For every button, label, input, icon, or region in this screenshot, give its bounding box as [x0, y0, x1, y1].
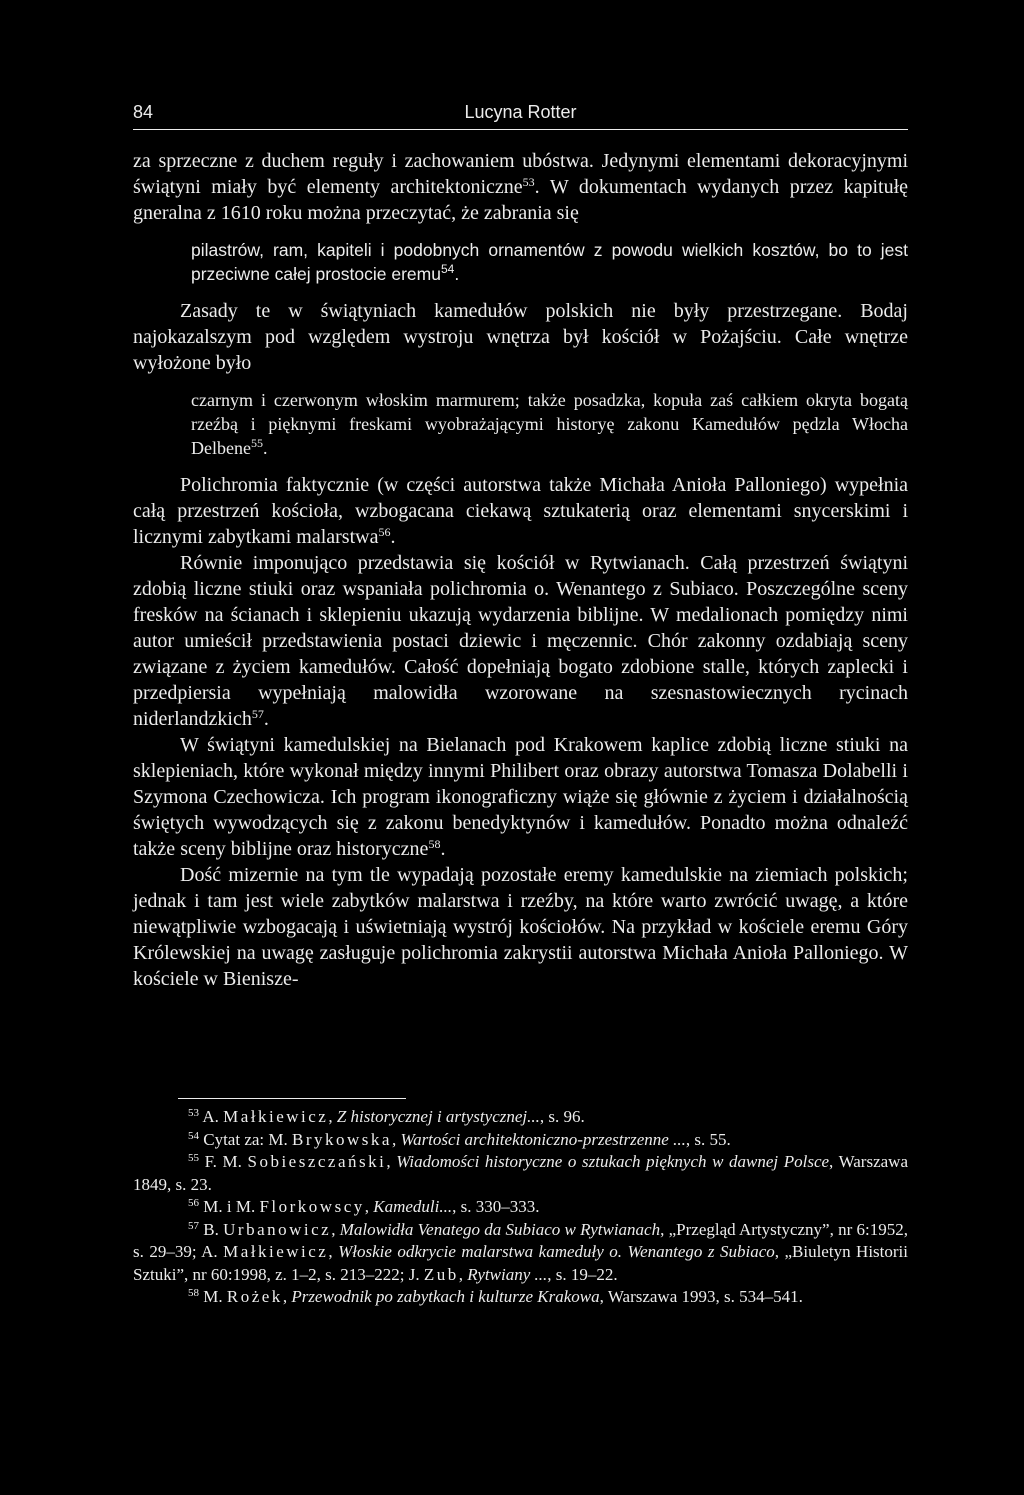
- header-rule: [133, 129, 908, 130]
- footnote-55: $^{55}$ F. M. Sobieszczański, Wiadomości historyczne o sztukach pięknych w dawnej Polsce, Warszawa 1849, s. 23.: [133, 1152, 908, 1194]
- block-quote-1: pilastrów, ram, kapiteli i podobnych ornamentów z powodu wielkich kosztów, bo to jest przeciwne całej prostocie eremu$^{54}$.: [191, 240, 908, 284]
- paragraph-6: Dość mizernie na tym tle wypadają pozostałe eremy kamedulskie na ziemiach polskich; jednak i tam jest wiele zabytków malarstwa i rzeźby, na które warto zwrócić uwagę, a które niewątpliwie wzbogacają i uświetniają wystrój kościołów. Na przykład w kościele eremu Góry Królewskiej na uwagę zasługuje polichromia zakrystii autorstwa Michała Anioła Palloniego. W kościele w Bienisze-: [133, 864, 908, 990]
- footnote-ref-53[interactable]: 53: [522, 175, 535, 189]
- footnote-56: $^{56}$ M. i M. Florkowscy, Kameduli..., s. 330–333.: [188, 1197, 540, 1216]
- footnote-ref-58[interactable]: 58: [428, 837, 441, 851]
- footnote-ref-56[interactable]: 56: [378, 525, 391, 539]
- running-head: Lucyna Rotter: [464, 102, 577, 122]
- footnote-58: $^{58}$ M. Rożek, Przewodnik po zabytkach i kulturze Krakowa, Warszawa 1993, s. 534–541.: [188, 1287, 803, 1306]
- paragraph-3: Polichromia faktycznie (w części autorstwa także Michała Anioła Palloniego) wypełnia całą przestrzeń kościoła, wzbogacana ciekawą sztukaterią oraz elementami snycerskimi i licznymi zabytkami malarstwa$^{56}$.: [133, 474, 908, 548]
- page-number: 84: [133, 102, 154, 122]
- main-text: [133, 148, 908, 992]
- footnote-53: $^{53}$ A. Małkiewicz, Z historycznej i artystycznej..., s. 96.: [188, 1107, 585, 1126]
- footnote-ref-55[interactable]: 55: [250, 436, 263, 450]
- footnote-ref-54[interactable]: 54: [440, 262, 455, 276]
- paragraph-1: za sprzeczne z duchem reguły i zachowaniem ubóstwa. Jedynymi elementami dekoracyjnymi świątyni miały być elementy architektoniczne$^{53}$. W dokumentach wydanych przez kapitułę gneralna z 1610 roku można przeczytać, że zabrania się: [133, 150, 908, 224]
- footnotes: [133, 1106, 908, 1309]
- page-header: [133, 98, 908, 130]
- paragraph-5: W świątyni kamedulskiej na Bielanach pod Krakowem kaplice zdobią liczne stiuki na sklepieniach, które wykonał między innymi Philibert oraz obrazy autorstwa Tomasza Dolabelli i Szymona Czechowicza. Ich program ikonograficzny wiąże się głównie z życiem i działalnością świętych wywodzących się z zakonu benedyktynów i kamedułów. Ponadto można odnaleźć także sceny biblijne oraz historyczne$^{58}$.: [133, 734, 908, 860]
- footnote-57: $^{57}$ B. Urbanowicz, Malowidła Venatego da Subiaco w Rytwianach, „Przegląd Artystyczny”, nr 6:1952, s. 29–39; A. Małkiewicz, Włoskie odkrycie malarstwa kameduły o. Wenantego z Subiaco, „Biuletyn Historii Sztuki”, nr 60:1998, z. 1–2, s. 213–222; J. Zub, Rytwiany ..., s. 19–22.: [133, 1219, 909, 1284]
- paragraph-4: Równie imponująco przedstawia się kościół w Rytwianach. Całą przestrzeń świątyni zdobią liczne stiuki oraz wspaniała polichromia o. Wenantego z Subiaco. Poszczególne sceny fresków na ścianach i sklepieniu ukazują wydarzenia biblijne. W medalionach pomiędzy nimi autor umieścił przedstawienia postaci dziewic i męczennic. Chór zakonny ozdabiają sceny związane z życiem kamedułów. Całość dopełniają bogato zdobione stalle, których zaplecki i przedpiersia wypełniają malowidła wzorowane na szesnastowiecznych rycinach niderlandzkich$^{57}$.: [133, 552, 908, 730]
- footnote-ref-57[interactable]: 57: [251, 707, 264, 721]
- block-quote-2: czarnym i czerwonym włoskim marmurem; także posadzka, kopuła zaś całkiem okryta bogatą rzeźbą i pięknymi freskami wyobrażającymi historyę zakonu Kamedułów pędzla Włocha Delbene$^{55}$.: [191, 390, 908, 458]
- footnote-rule: [178, 1098, 406, 1099]
- footnote-54: $^{54}$ Cytat za: M. Brykowska, Wartości architektoniczno-przestrzenne ..., s. 55.: [188, 1129, 731, 1149]
- paragraph-2: Zasady te w świątyniach kamedułów polskich nie były przestrzegane. Bodaj najokazalszym pod względem wystroju wnętrza był kościół w Pożajściu. Całe wnętrze wyłożone było: [133, 300, 908, 374]
